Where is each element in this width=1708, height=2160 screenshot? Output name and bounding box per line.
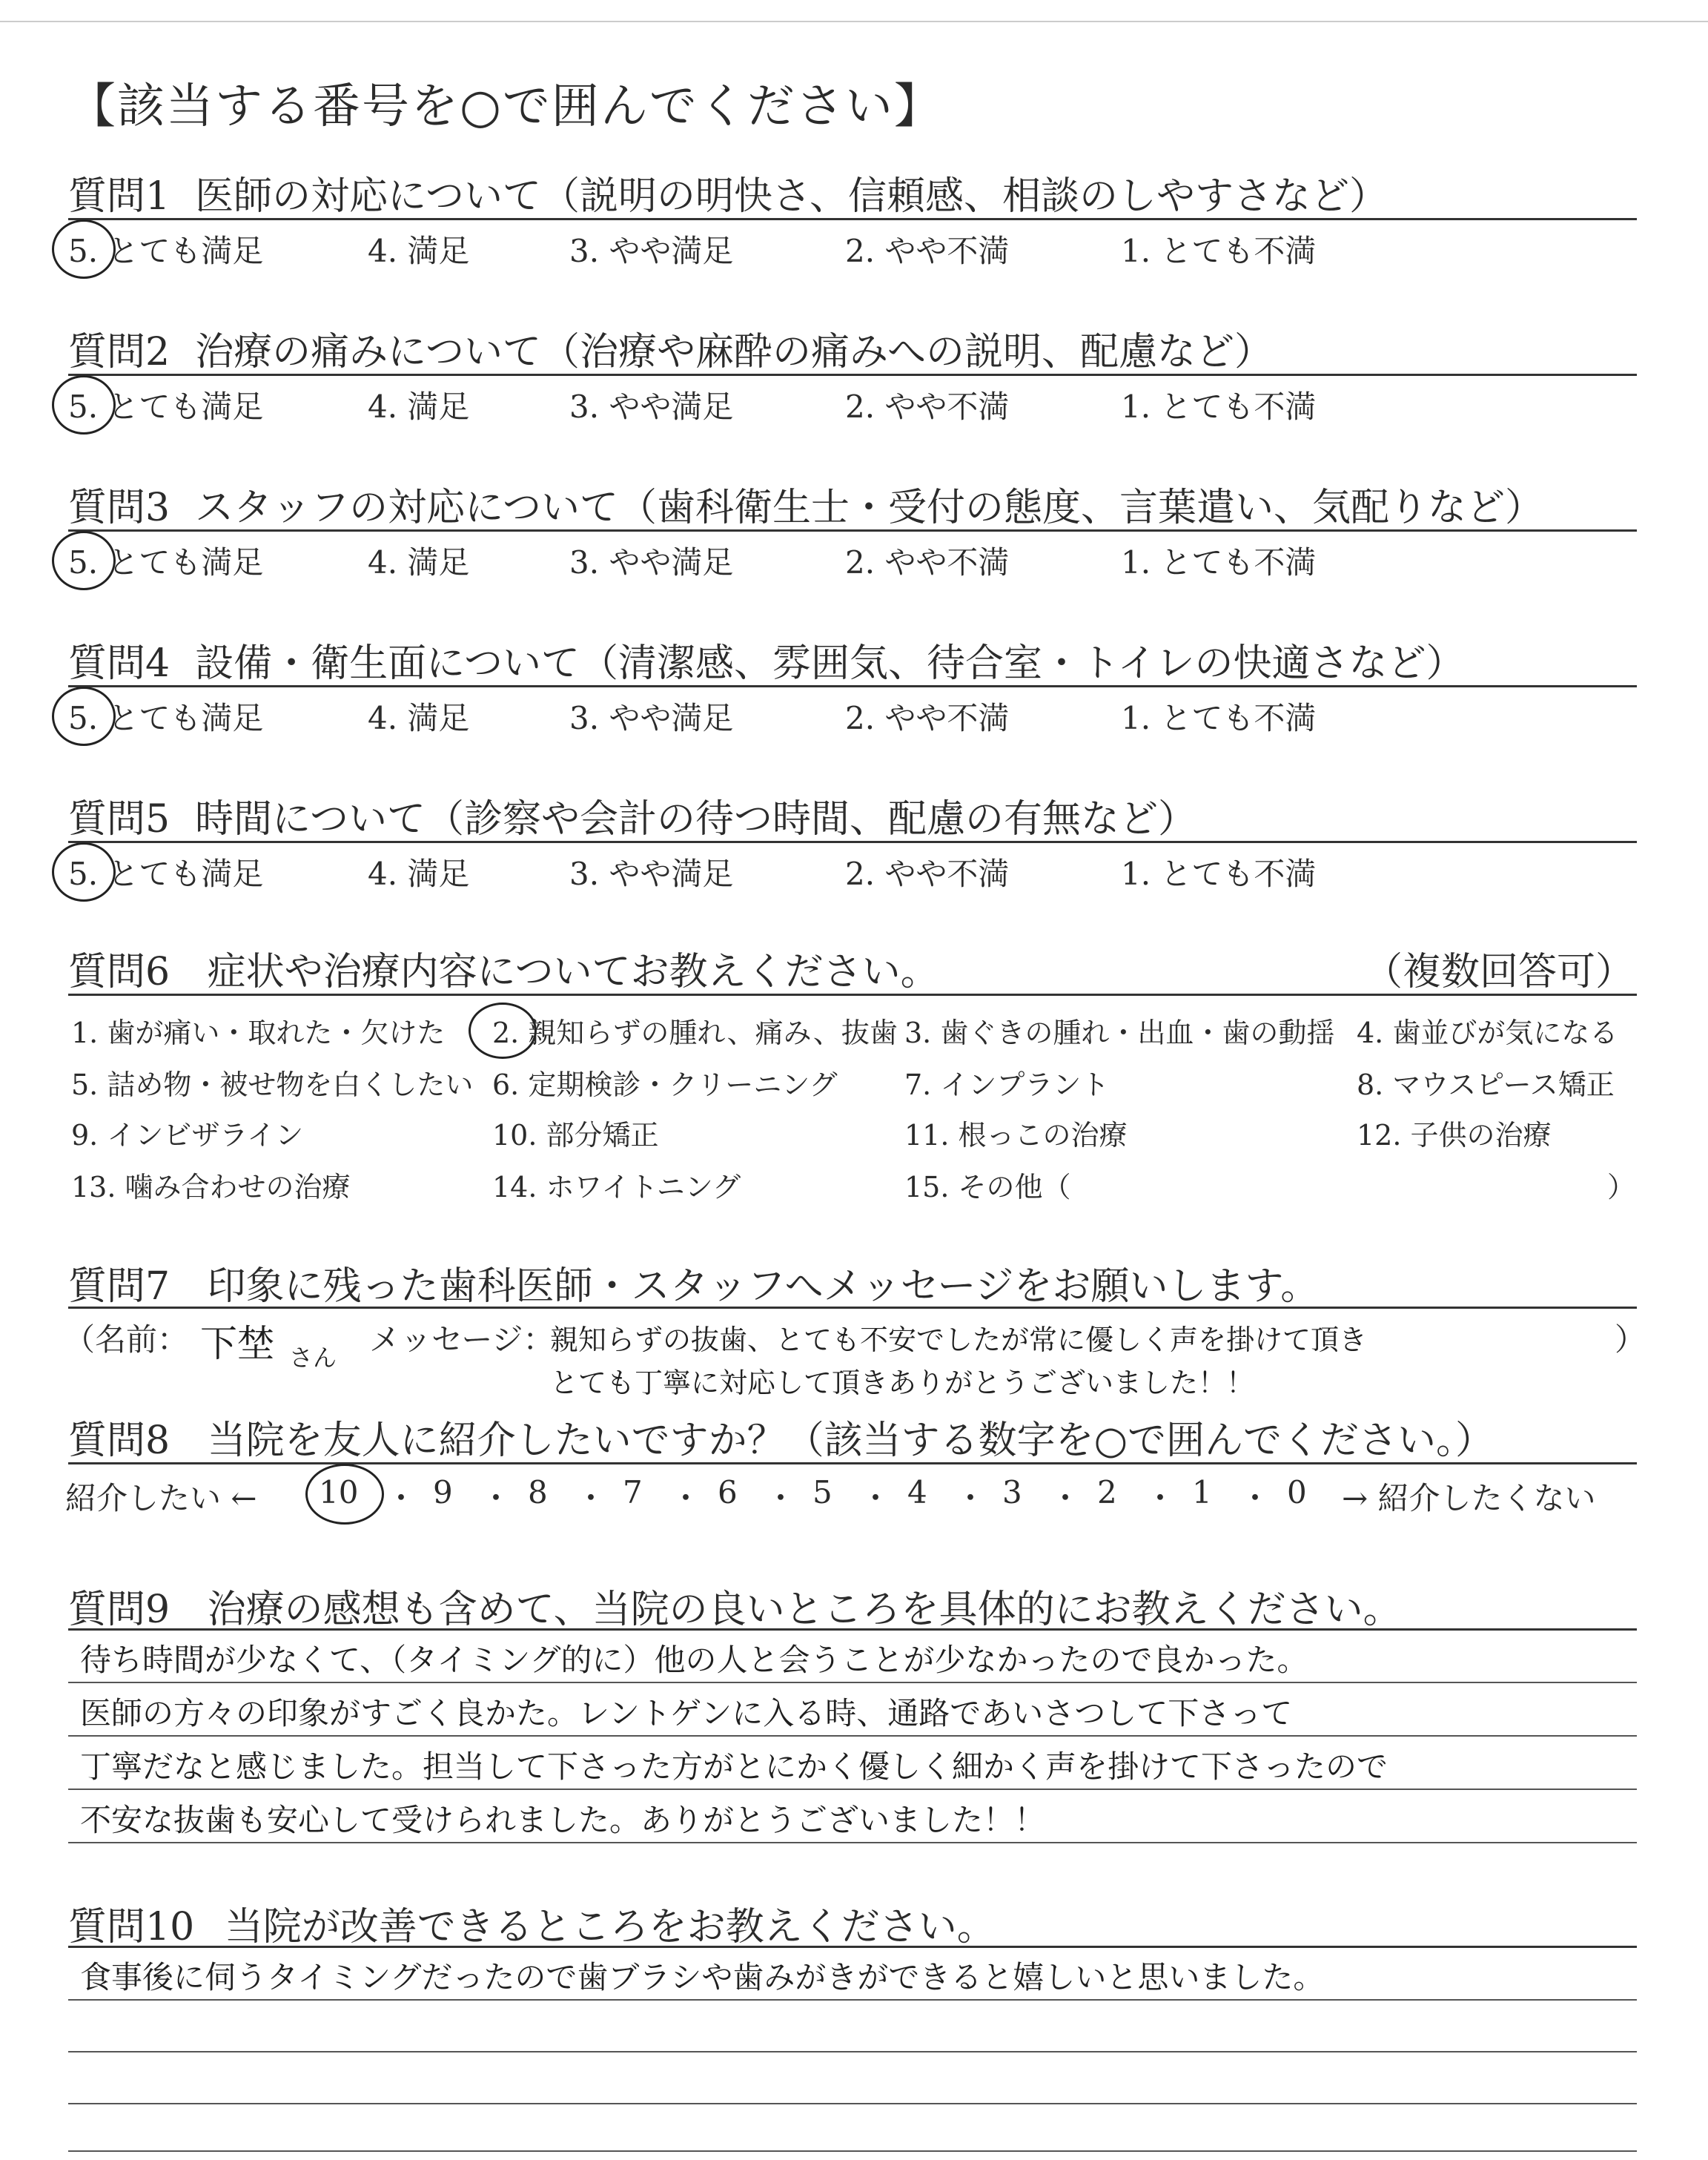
q10-rule-3 xyxy=(68,2103,1637,2104)
q8-scale-0[interactable]: 0 xyxy=(1287,1474,1307,1510)
q8-scale-1[interactable]: 1 xyxy=(1192,1474,1212,1510)
q2-option-1[interactable]: 1. とても不満 xyxy=(1121,389,1317,425)
q1-heading xyxy=(68,165,1388,220)
q3-option-1[interactable]: 1. とても不満 xyxy=(1121,544,1317,581)
q1-label: 質問1 xyxy=(68,174,171,219)
q4-option-4[interactable]: 4. 満足 xyxy=(368,700,470,736)
q8-scale-dot: ・ xyxy=(765,1480,797,1516)
q7-message-line1: 親知らずの抜歯、とても不安でしたが常に優しく声を掛けて頂き xyxy=(550,1324,1368,1356)
q6-option-9[interactable]: 9. インビザライン xyxy=(71,1119,304,1152)
q8-left-label: 紹介したい ← xyxy=(65,1480,257,1516)
q6-selected-circle xyxy=(469,1003,537,1059)
q5-option-4[interactable]: 4. 満足 xyxy=(368,856,470,892)
q6-note: （複数回答可） xyxy=(1364,950,1635,994)
q5-option-3[interactable]: 3. やや満足 xyxy=(569,856,734,892)
q8-scale-dot: ・ xyxy=(670,1480,702,1516)
q6-option-16: ） xyxy=(1607,1171,1636,1203)
q10-text: 当院が改善できるところをお教えください。 xyxy=(224,1905,996,1949)
q2-option-4[interactable]: 4. 満足 xyxy=(368,389,470,425)
q5-option-5[interactable]: 5. とても満足 xyxy=(68,856,264,892)
q10-rule-1 xyxy=(68,1999,1637,2001)
q9-answer-line-2: 医師の方々の印象がすごく良かた。レントゲンに入る時、通路であいさつして下さって xyxy=(80,1695,1293,1731)
q1-option-4[interactable]: 4. 満足 xyxy=(368,233,470,269)
q10-rule-4 xyxy=(68,2150,1637,2152)
q7-name-value: 下埜 xyxy=(200,1322,274,1365)
q8-scale-dot: ・ xyxy=(1145,1480,1176,1516)
q1-option-2[interactable]: 2. やや不満 xyxy=(845,233,1010,269)
q4-heading xyxy=(68,632,1464,687)
q2-rule xyxy=(68,374,1637,376)
q8-scale-4[interactable]: 4 xyxy=(907,1474,927,1510)
q5-selected-circle xyxy=(52,842,116,902)
q7-close-paren: ） xyxy=(1615,1321,1646,1358)
q8-scale-dot: ・ xyxy=(480,1480,512,1516)
q8-scale-7[interactable]: 7 xyxy=(623,1474,643,1510)
q3-option-3[interactable]: 3. やや満足 xyxy=(569,544,734,581)
q6-option-6[interactable]: 6. 定期検診・クリーニング xyxy=(492,1069,838,1101)
q9-text: 治療の感想も含めて、当院の良いところを具体的にお教えください。 xyxy=(207,1588,1402,1632)
q6-option-1[interactable]: 1. 歯が痛い・取れた・欠けた xyxy=(71,1017,446,1049)
q10-answer-line-1: 食事後に伺うタイミングだったので歯ブラシや歯みがきができると嬉しいと思いました。 xyxy=(80,1959,1325,1995)
q6-option-10[interactable]: 10. 部分矯正 xyxy=(492,1119,659,1152)
q6-option-11[interactable]: 11. 根っこの治療 xyxy=(904,1119,1128,1152)
q5-label: 質問5 xyxy=(68,797,171,842)
q3-heading xyxy=(68,476,1543,532)
q8-scale-6[interactable]: 6 xyxy=(718,1474,738,1510)
q7-message-line2: とても丁寧に対応して頂きありがとうございました！！ xyxy=(550,1367,1255,1399)
q8-label: 質問8 xyxy=(68,1418,171,1463)
q3-selected-circle xyxy=(52,531,116,590)
q3-option-4[interactable]: 4. 満足 xyxy=(368,544,470,581)
q4-option-3[interactable]: 3. やや満足 xyxy=(569,700,734,736)
q7-label: 質問7 xyxy=(68,1264,171,1309)
q8-scale-8[interactable]: 8 xyxy=(528,1474,548,1510)
q5-text: 時間について（診察や会計の待つ時間、配慮の有無など） xyxy=(195,797,1197,842)
q9-rule-2 xyxy=(68,1735,1637,1737)
q5-heading xyxy=(68,787,1196,843)
form-title: 【該当する番号を○で囲んでください】 xyxy=(68,79,943,134)
q6-option-14[interactable]: 14. ホワイトニング xyxy=(492,1171,741,1203)
q1-text: 医師の対応について（説明の明快さ、信頼感、相談のしやすさなど） xyxy=(195,174,1388,219)
q6-option-4[interactable]: 4. 歯並びが気になる xyxy=(1357,1017,1618,1049)
q3-text: スタッフの対応について（歯科衛生士・受付の態度、言葉遣い、気配りなど） xyxy=(195,486,1544,530)
q7-rule xyxy=(68,1307,1637,1309)
q7-message-label: メッセージ： xyxy=(369,1321,555,1358)
q2-text: 治療の痛みについて（治療や麻酔の痛みへの説明、配慮など） xyxy=(195,330,1274,374)
q4-option-1[interactable]: 1. とても不満 xyxy=(1121,700,1317,736)
q8-scale-dot: ・ xyxy=(575,1480,607,1516)
q6-option-2[interactable]: 2. 親知らずの腫れ、痛み、抜歯 xyxy=(492,1017,898,1049)
q6-option-12[interactable]: 12. 子供の治療 xyxy=(1357,1119,1552,1152)
q6-heading xyxy=(68,940,939,996)
q4-label: 質問4 xyxy=(68,641,171,686)
q6-option-8[interactable]: 8. マウスピース矯正 xyxy=(1357,1069,1615,1101)
q9-answer-line-4: 不安な抜歯も安心して受けられました。ありがとうございました！！ xyxy=(80,1802,1046,1838)
q8-selected-circle xyxy=(305,1464,384,1525)
q7-name-label: （名前： xyxy=(64,1321,189,1358)
q8-rule xyxy=(68,1462,1637,1464)
q10-label: 質問10 xyxy=(68,1905,195,1949)
q8-scale-dot: ・ xyxy=(1050,1480,1082,1516)
q10-rule-2 xyxy=(68,2051,1637,2052)
q9-rule-4 xyxy=(68,1842,1637,1843)
q2-option-5[interactable]: 5. とても満足 xyxy=(68,389,264,425)
q4-option-5[interactable]: 5. とても満足 xyxy=(68,700,264,736)
scan-top-edge xyxy=(0,21,1708,22)
q3-rule xyxy=(68,529,1637,532)
q4-selected-circle xyxy=(52,687,116,746)
q6-option-13[interactable]: 13. 噛み合わせの治療 xyxy=(71,1171,351,1203)
q6-label: 質問6 xyxy=(68,950,171,994)
q2-heading xyxy=(68,320,1273,376)
q9-answer-line-3: 丁寧だなと感じました。担当して下さった方がとにかく優しく細かく声を掛けて下さったので xyxy=(80,1748,1388,1785)
q6-rule xyxy=(68,994,1637,996)
q3-option-5[interactable]: 5. とても満足 xyxy=(68,544,264,581)
q2-label: 質問2 xyxy=(68,330,171,374)
q8-scale-3[interactable]: 3 xyxy=(1002,1474,1022,1510)
q7-name-suffix: さん xyxy=(289,1344,337,1372)
q8-scale-dot: ・ xyxy=(860,1480,892,1516)
q9-heading xyxy=(68,1578,1402,1634)
q9-label: 質問9 xyxy=(68,1588,171,1632)
q8-scale-dot: ・ xyxy=(385,1480,417,1516)
q1-option-3[interactable]: 3. やや満足 xyxy=(569,233,734,269)
q8-scale-5[interactable]: 5 xyxy=(812,1474,833,1510)
q1-option-5[interactable]: 5. とても満足 xyxy=(68,233,264,269)
q1-option-1[interactable]: 1. とても不満 xyxy=(1121,233,1317,269)
q8-right-label: → 紹介したくない xyxy=(1342,1480,1596,1516)
q6-text: 症状や治療内容についてお教えください。 xyxy=(207,950,939,994)
q2-option-2[interactable]: 2. やや不満 xyxy=(845,389,1010,425)
q7-text: 印象に残った歯科医師・スタッフへメッセージをお願いします。 xyxy=(207,1264,1320,1309)
q9-rule-top xyxy=(68,1628,1637,1631)
q6-option-15[interactable]: 15. その他（ xyxy=(904,1171,1071,1203)
q10-heading xyxy=(68,1895,996,1951)
q8-text: 当院を友人に紹介したいですか？（該当する数字を○で囲んでください。） xyxy=(207,1418,1494,1463)
q8-heading xyxy=(68,1409,1494,1464)
q5-option-2[interactable]: 2. やや不満 xyxy=(845,856,1010,892)
q9-rule-1 xyxy=(68,1682,1637,1683)
q6-option-5[interactable]: 5. 詰め物・被せ物を白くしたい xyxy=(71,1069,474,1101)
q4-rule xyxy=(68,685,1637,687)
q4-text: 設備・衛生面について（清潔感、雰囲気、待合室・トイレの快適さなど） xyxy=(195,641,1465,686)
q9-answer-line-1: 待ち時間が少なくて、（タイミング的に）他の人と会うことが少なかったので良かった。 xyxy=(80,1642,1308,1678)
q8-scale-10[interactable]: 10 xyxy=(319,1474,359,1510)
q1-rule xyxy=(68,218,1637,220)
q4-option-2[interactable]: 2. やや不満 xyxy=(845,700,1010,736)
q7-heading xyxy=(68,1255,1319,1310)
q8-scale-dot: ・ xyxy=(1239,1480,1271,1516)
q2-option-3[interactable]: 3. やや満足 xyxy=(569,389,734,425)
q5-rule xyxy=(68,841,1637,843)
q6-option-3[interactable]: 3. 歯ぐきの腫れ・出血・歯の動揺 xyxy=(904,1017,1335,1049)
q5-option-1[interactable]: 1. とても不満 xyxy=(1121,856,1317,892)
q8-scale-dot: ・ xyxy=(955,1480,987,1516)
q3-label: 質問3 xyxy=(68,486,171,530)
q10-rule-top xyxy=(68,1946,1637,1948)
q9-rule-3 xyxy=(68,1789,1637,1790)
q6-option-7[interactable]: 7. インプラント xyxy=(904,1069,1110,1101)
q8-scale-2[interactable]: 2 xyxy=(1097,1474,1117,1510)
q3-option-2[interactable]: 2. やや不満 xyxy=(845,544,1010,581)
q8-scale-9[interactable]: 9 xyxy=(433,1474,453,1510)
q1-selected-circle xyxy=(52,219,116,279)
q2-selected-circle xyxy=(52,375,116,435)
